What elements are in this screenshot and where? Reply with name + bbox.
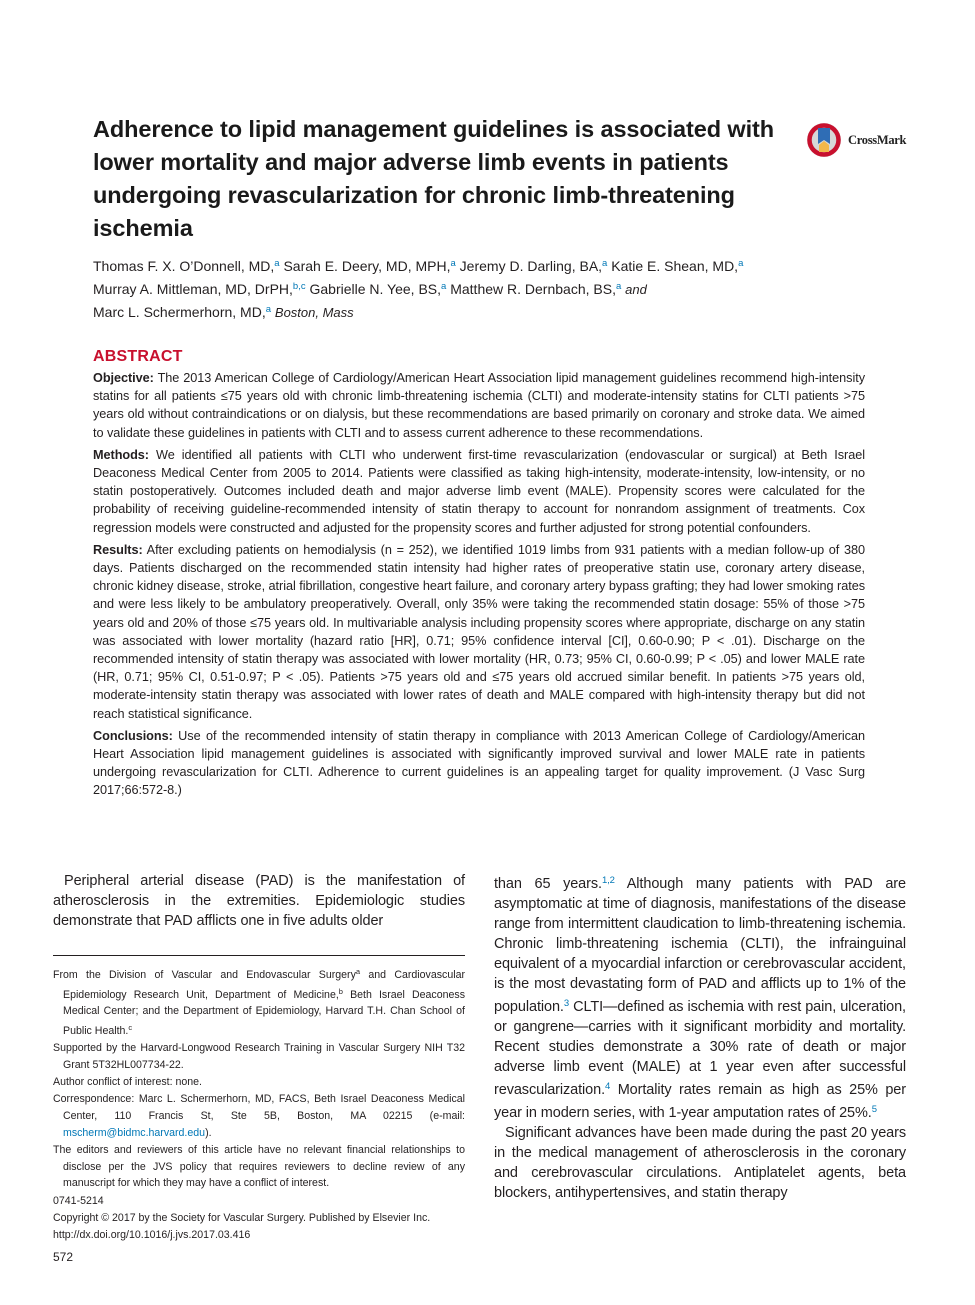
body-text: Although many patients with PAD are asymptomatic at time of diagnosis, manifestations of the disease range from intermittent claudication to limb-threatening ischemia. Chronic limb-threatening ischemia (CLTI), the infrainguinal equivalent of a myocardial infarction or cerebrovascular accident, is the most devastating form of PAD and afflicts up to 1% of the population.	[494, 876, 906, 1015]
abstract-conclusions	[93, 727, 865, 800]
crossmark-icon	[806, 121, 842, 159]
body-column-right	[494, 871, 906, 1203]
author-name: Sarah E. Deery, MD, MPH,	[283, 258, 451, 274]
footnote-affiliations	[53, 964, 465, 1040]
footnotes	[53, 964, 465, 1244]
author-name: Thomas F. X. O’Donnell, MD,	[93, 258, 275, 274]
footnote-text: Correspondence: Marc L. Schermerhorn, MD, FACS, Beth Israel Deaconess Medical Center, 110 Francis St, Ste 5B, Boston, MA 02215 (e-mail:	[53, 1093, 465, 1123]
footnote-text: and Cardiovascular Epidemiology Research Unit, Department of Medicine,	[63, 969, 466, 1001]
author-name: Gabrielle N. Yee, BS,	[309, 280, 442, 297]
abstract-heading: ABSTRACT	[93, 348, 183, 365]
abstract-objective	[93, 369, 865, 442]
footnote-divider	[53, 955, 465, 956]
footnote-correspondence	[53, 1091, 465, 1141]
footnote-text: Beth Israel Deaconess Medical Center; and the Department of Epidemiology, Harvard T.H. Chan School of Public Health.	[63, 988, 465, 1038]
author-name: Marc L. Schermerhorn, MD,	[93, 304, 266, 320]
citation-link[interactable]: 5	[871, 1104, 877, 1115]
abstract-body	[93, 369, 865, 804]
objective-label: Objective:	[93, 371, 154, 385]
affiliation-marker[interactable]: a	[441, 280, 447, 292]
citation-link[interactable]: 3	[563, 998, 570, 1009]
page-number: 572	[53, 1250, 74, 1264]
body-text: than 65 years.	[494, 876, 602, 892]
footnote-support: Supported by the Harvard-Longwood Research Training in Vascular Surgery NIH T32 Grant 5T32HL007734-22.	[53, 1042, 465, 1072]
citation-link[interactable]: 4	[605, 1081, 611, 1092]
abstract-methods	[93, 446, 865, 537]
author-location: Boston, Mass	[274, 305, 354, 320]
affiliation-marker[interactable]: a	[738, 258, 744, 269]
affiliation-marker[interactable]: a	[615, 280, 622, 292]
author-name: Murray A. Mittleman, MD, DrPH,	[93, 280, 293, 297]
conclusions-text: Use of the recommended intensity of statin therapy in compliance with 2013 American College of Cardiology/American Heart Association lipid management guidelines is associated with significantly improved survival and lower MALE rate in patients undergoing revascularization for CLTI. Adherence to current guidelines is an appealing target for quality improvement. (J Vasc Surg 2017;66:572-8.)	[93, 728, 865, 798]
affiliation-marker[interactable]: a	[450, 258, 456, 269]
citation-link[interactable]: 1,2	[601, 875, 615, 886]
crossmark-label: CrossMark	[848, 133, 907, 147]
affiliation-marker: a	[355, 967, 361, 976]
affiliation-marker: c	[128, 1023, 133, 1033]
body-column-left	[53, 871, 465, 931]
footnote-copyright: Copyright © 2017 by the Society for Vascular Surgery. Published by Elsevier Inc.	[53, 1211, 431, 1224]
conclusions-label: Conclusions:	[93, 728, 173, 743]
results-label: Results:	[93, 542, 143, 557]
doi-link[interactable]: http://dx.doi.org/10.1016/j.jvs.2017.03.416	[53, 1229, 251, 1242]
body-paragraph	[494, 871, 906, 1123]
author-name: Katie E. Shean, MD,	[611, 258, 739, 274]
body-paragraph: Significant advances have been made during the past 20 years in the medical management of atherosclerosis in the coronary and cerebrovascular circulations. Antiplatelet agents, beta blockers, antihypertensives, and statin therapy	[494, 1125, 906, 1201]
footnote-conflict: Author conflict of interest: none.	[53, 1076, 202, 1089]
affiliation-marker[interactable]: a	[274, 258, 280, 269]
body-paragraph: Peripheral arterial disease (PAD) is the manifestation of atherosclerosis in the extremities. Epidemiologic studies demonstrate that PAD afflicts one in five adults older	[53, 873, 465, 929]
author-name: Matthew R. Dernbach, BS,	[450, 280, 616, 297]
affiliation-marker: b	[338, 986, 343, 996]
affiliation-marker[interactable]: a	[265, 304, 272, 315]
crossmark-button[interactable]	[806, 121, 916, 161]
methods-text: We identified all patients with CLTI who underwent first-time revascularization (endovascular or surgical) at Beth Israel Deaconess Medical Center from 2005 to 2014. Patients were classified as taking high-intensity, moderate-intensity, low-intensity, or no statin postoperatively. Outcomes included death and major adverse limb event (MALE). Propensity scores were calculated for the probability of receiving guideline-recommended intensity of statin therapy to account for nonrandom assignment of treatments. Cox regression models were constructed and adjusted for the propensity scores and further adjusted for strong potential confounders.	[93, 447, 865, 535]
footnote-text: ).	[205, 1126, 212, 1139]
body-text: CLTI—defined as ischemia with rest pain, ulceration, or gangrene—carries with it significant morbidity and mortality. Recent studies demonstrate a 30% rate of death or major adverse limb event (MALE) at 1 year even after successful revascularization.	[494, 999, 906, 1098]
objective-text: The 2013 American College of Cardiology/American Heart Association lipid management guidelines recommend high-intensity statins for all patients ≤75 years old with chronic limb-threatening ischemia (CLTI) and moderate-intensity statins for CLTI patients >75 years old without contraindications or on dialysis, but these recommendations are based primarily on coronary and stroke data. We aimed to validate these guidelines in patients with CLTI and to assess current adherence to these recommendations.	[93, 371, 865, 440]
abstract-results	[93, 541, 865, 723]
email-link[interactable]: mscherm@bidmc.harvard.edu	[63, 1126, 206, 1139]
affiliation-marker[interactable]: a	[602, 258, 608, 269]
article-title: Adherence to lipid management guidelines is associated with lower mortality and major adverse limb events in patients undergoing revascularization for chronic limb-threatening ischemia	[93, 116, 774, 241]
author-name: Jeremy D. Darling, BA,	[459, 258, 603, 274]
results-text: After excluding patients on hemodialysis (n = 252), we identified 1019 limbs from 931 patients with a median follow-up of 380 days. Patients discharged on the recommended statin intensity had higher rates of preoperative statin use, coronary artery disease, chronic kidney disease, stroke, atrial fibrillation, congestive heart failure, and coronary artery bypass grafting; they had lower smoking rates and were less likely to be ambulatory preoperatively. Overall, only 35% were taking the recommended statin dosage: 55% of those >75 years old and 20% of those ≤75 years old. In multivariable analysis including propensity scores where appropriate, discharge on any statin was associated with lower mortality (hazard ratio [HR], 0.71; 95% confidence interval [CI], 0.60-0.90; P < .01). Discharge on the recommended intensity of statin therapy was associated with lower mortality (HR, 0.73; 95% CI, 0.60-0.99; P < .05) and lower MALE rate (HR, 0.71; 95% CI, 0.51-0.97; P < .05). Patients >75 years old and ≤75 years old accrued similar benefit. In patients >75 years old, moderate-intensity statin therapy was associated with lower rates of death and MALE compared with high-intensity therapy but did not reach statistical significance.	[93, 542, 865, 721]
footnote-issn: 0741-5214	[53, 1194, 104, 1207]
footnote-editors: The editors and reviewers of this article have no relevant financial relationships to disclose per the JVS policy that requires reviewers to decline review of any manuscript for which they may have a conflict of interest.	[53, 1144, 465, 1190]
author-list	[93, 254, 893, 324]
body-text: Mortality rates remain as high as 25% per year in modern series, with 1-year amputation rates of 25%.	[494, 1082, 906, 1121]
methods-label: Methods:	[93, 447, 149, 462]
and-conjunction: and	[625, 281, 647, 297]
footnote-text: From the Division of Vascular and Endovascular Surgery	[53, 969, 356, 981]
affiliation-marker[interactable]: b,c	[292, 280, 306, 292]
